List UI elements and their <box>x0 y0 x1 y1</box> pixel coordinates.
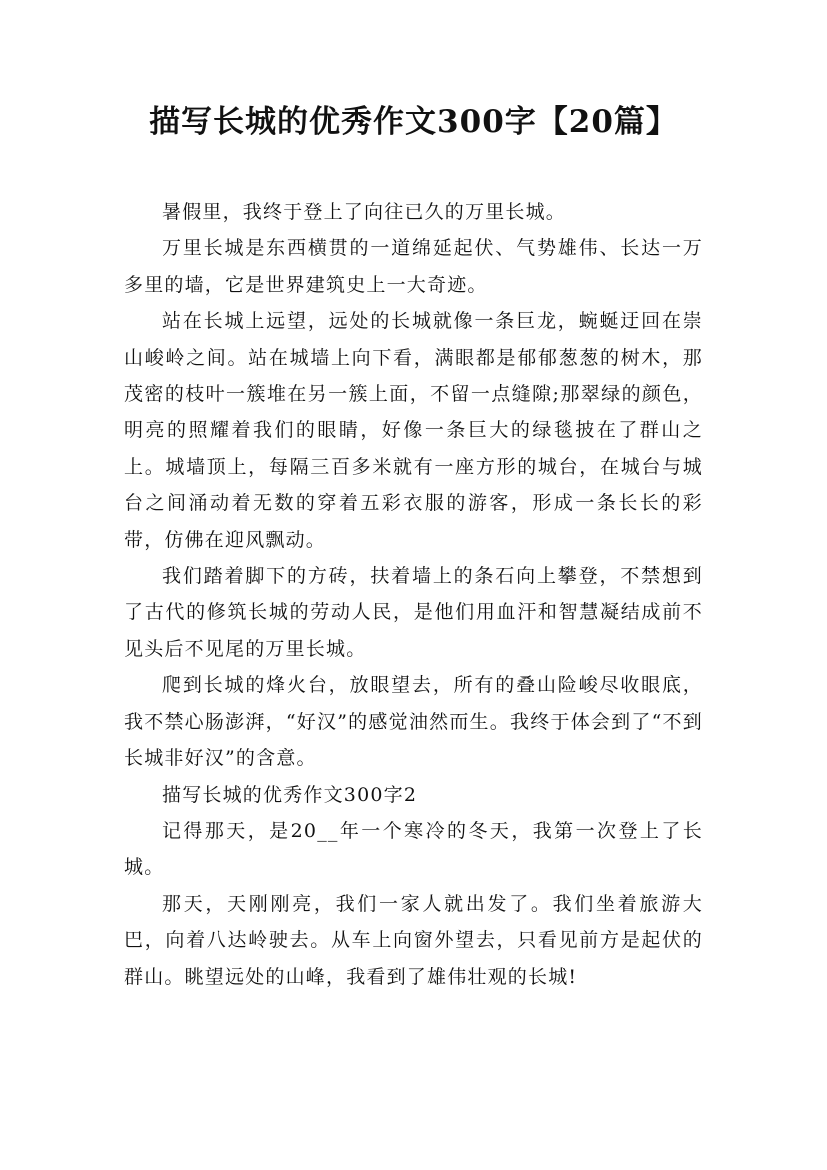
paragraph: 我们踏着脚下的方砖，扶着墙上的条石向上攀登，不禁想到了古代的修筑长城的劳动人民，是他们用血汗和智慧凝结成前不见头后不见尾的万里长城。 <box>124 565 703 660</box>
paragraph: 暑假里，我终于登上了向往已久的万里长城。 <box>162 201 567 223</box>
paragraph: 万里长城是东西横贯的一道绵延起伏、气势雄伟、长达一万多里的墙，它是世界建筑史上一大奇迹。 <box>124 237 703 296</box>
document-body <box>124 194 703 995</box>
paragraph: 爬到长城的烽火台，放眼望去，所有的叠山险峻尽收眼底，我不禁心肠澎湃，“好汉”的感觉油然而生。我终于体会到了“不到长城非好汉”的含意。 <box>124 674 703 770</box>
section-heading: 描写长城的优秀作文300字2 <box>162 783 418 806</box>
paragraph: 那天，天刚刚亮，我们一家人就出发了。我们坐着旅游大巴，向着八达岭驶去。从车上向窗外望去，只看见前方是起伏的群山。眺望远处的山峰，我看到了雄伟壮观的长城! <box>124 892 703 988</box>
paragraph: 记得那天，是20__年一个寒冷的冬天，我第一次登上了长城。 <box>124 819 703 879</box>
document-title: 描写长城的优秀作文300字【20篇】 <box>149 104 678 140</box>
paragraph: 站在长城上远望，远处的长城就像一条巨龙，蜿蜒迂回在崇山峻岭之间。站在城墙上向下看，满眼都是郁郁葱葱的树木，那茂密的枝叶一簇堆在另一簇上面，不留一点缝隙;那翠绿的颜色，明亮的照耀着我们的眼睛，好像一条巨大的绿毯披在了群山之上。城墙顶上，每隔三百多米就有一座方形的城台，在城台与城台之间涌动着无数的穿着五彩衣服的游客，形成一条长长的彩带，仿佛在迎风飘动。 <box>124 310 703 551</box>
